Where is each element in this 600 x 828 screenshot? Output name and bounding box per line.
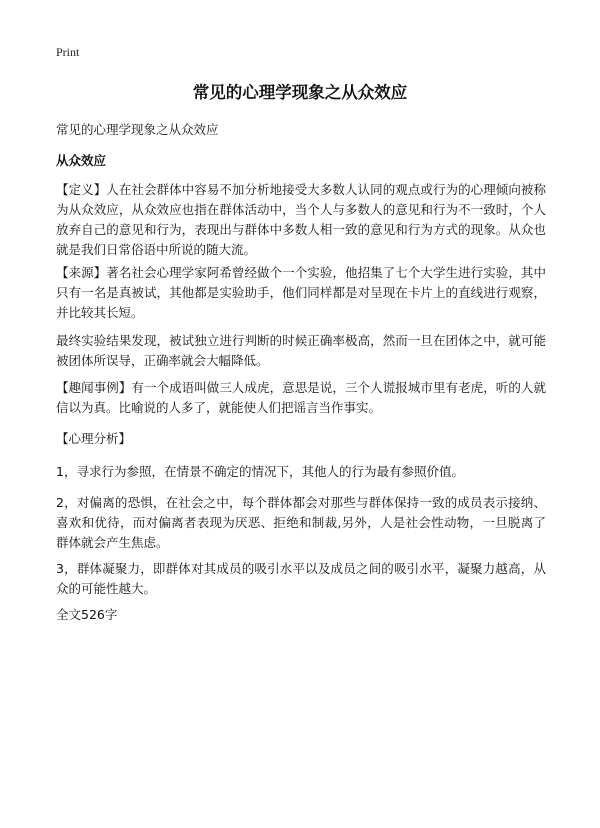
anecdote-paragraph (56, 378, 546, 418)
anecdote-label: 【趣闻事例】 (56, 380, 132, 395)
print-link[interactable]: Print (56, 45, 80, 59)
section-heading: 从众效应 (56, 153, 107, 168)
word-count: 全文526字 (56, 607, 118, 622)
analysis-item-3: 3，群体凝聚力，即群体对其成员的吸引水平以及成员之间的吸引水平，凝聚力越高，从众的可能性越大。 (56, 561, 546, 596)
document-subtitle: 常见的心理学现象之从众效应 (56, 122, 219, 137)
source-text: 著名社会心理学家阿希曾经做个一个实验，他招集了七个大学生进行实验，其中只有一名是真被试，其他都是实验助手，他们同样都是对呈现在卡片上的直线进行观察，并比较其长短。 (56, 265, 546, 320)
definition-label: 【定义】 (56, 182, 107, 197)
document-title: 常见的心理学现象之从众效应 (192, 83, 408, 102)
anecdote-text: 有一个成语叫做三人成虎，意思是说，三个人谎报城市里有老虎，听的人就信以为真。比喻说的人多了，就能使人们把谣言当作事实。 (56, 380, 546, 415)
analysis-item-1: 1，寻求行为参照，在情景不确定的情况下，其他人的行为最有参照价值。 (56, 464, 464, 479)
analysis-heading: 【心理分析】 (56, 431, 132, 446)
source-label: 【来源】 (56, 265, 107, 280)
analysis-item-2: 2，对偏离的恐惧，在社会之中，每个群体都会对那些与群体保持一致的成员表示接纳、喜欢和优待，而对偏离者表现为厌恶、拒绝和制裁,另外，人是社会性动物，一旦脱离了群体就会产生焦虑。 (56, 495, 546, 550)
definition-paragraph (56, 180, 546, 260)
result-paragraph: 最终实验结果发现，被试独立进行判断的时候正确率极高，然而一旦在团体之中，就可能被团体所误导，正确率就会大幅降低。 (56, 333, 546, 368)
source-paragraph (56, 263, 546, 323)
definition-text: 人在社会群体中容易不加分析地接受大多数人认同的观点或行为的心理倾向被称为从众效应，从众效应也指在群体活动中，当个人与多数人的意见和行为不一致时，个人放弃自己的意见和行为，表现出与群体中多数人相一致的意见和行为方式的现象。从众也就是我们日常俗语中所说的随大流。 (56, 182, 546, 257)
